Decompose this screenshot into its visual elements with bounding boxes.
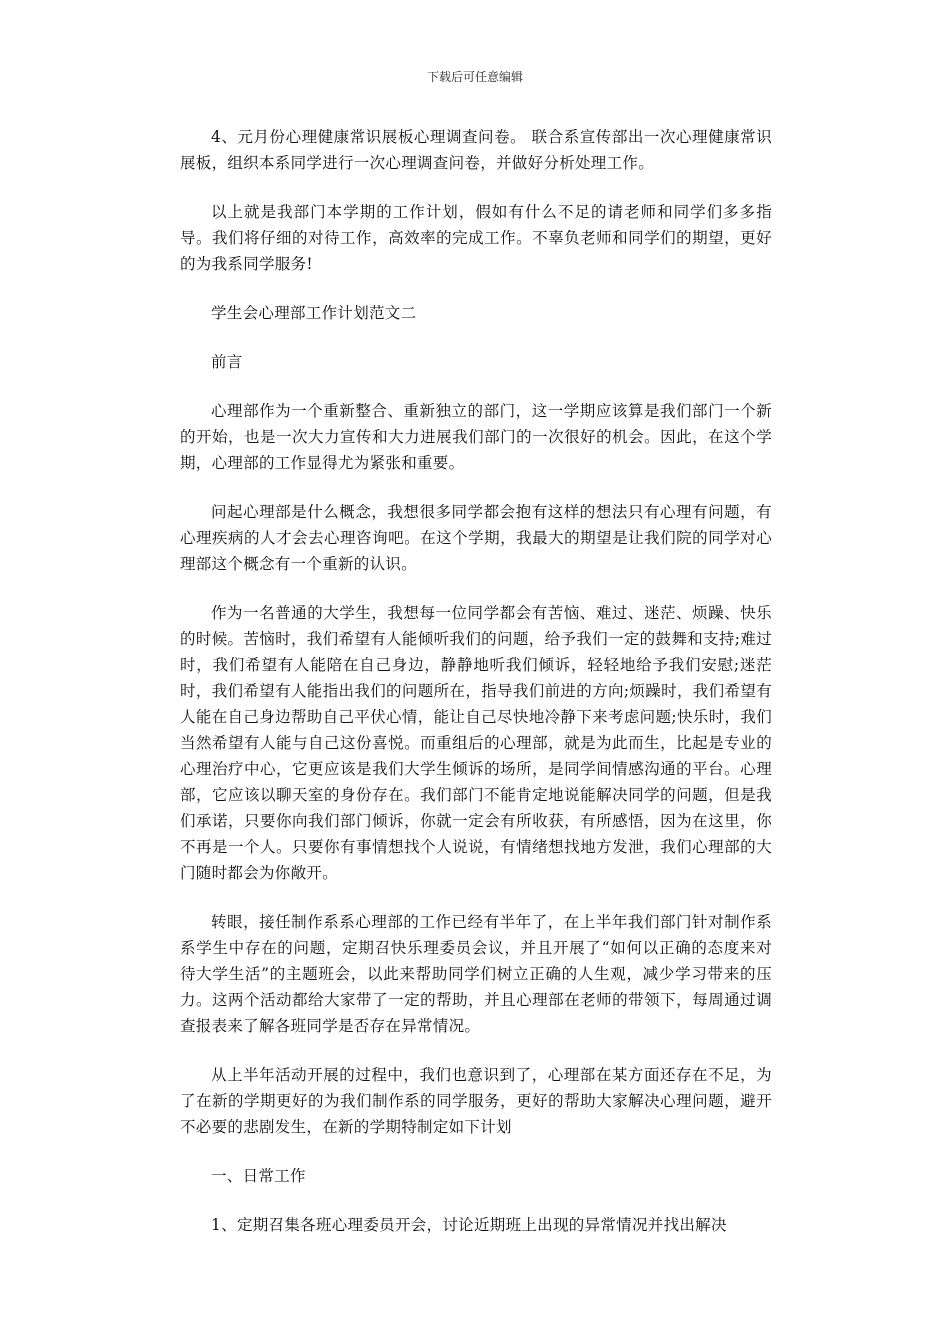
heading-daily-work: 一、日常工作 (211, 1167, 306, 1185)
paragraph-review: 转眼，接任制作系系心理部的工作已经有半年了，在上半年我们部门针对制作系系学生中存在的问题，定期召快乐理委员会议，并且开展了“如何以正确的态度来对待大学生活”的主题班会，以此来帮助同学们树立正确的人生观，减少学习带来的压力。这两个活动都给大家带了一定的帮助，并且心理部在老师的带领下，每周通过调查报表来了解各班同学是否存在异常情况。 (180, 913, 772, 1035)
paragraph-plan-intro: 从上半年活动开展的过程中，我们也意识到了，心理部在某方面还存在不足，为了在新的学期更好的为我们制作系的同学服务，更好的帮助大家解决心理问题，避开不必要的悲剧发生，在新的学期特制定如下计划 (180, 1066, 772, 1136)
paragraph-concept: 问起心理部是什么概念，我想很多同学都会抱有这样的想法只有心理有问题，有心理疾病的人才会去心理咨询吧。在这个学期，我最大的期望是让我们院的同学对心理部这个概念有一个重新的认识。 (180, 503, 772, 573)
paragraph-closing: 以上就是我部门本学期的工作计划，假如有什么不足的请老师和同学们多多指导。我们将仔细的对待工作，高效率的完成工作。不辜负老师和同学们的期望，更好的为我系同学服务! (180, 203, 772, 273)
paragraph-daily-item-1: 1、定期召集各班心理委员开会，讨论近期班上出现的异常情况并找出解决 (211, 1216, 727, 1234)
paragraph-intro: 心理部作为一个重新整合、重新独立的部门，这一学期应该算是我们部门一个新的开始，也是一次大力宣传和大力进展我们部门的一次很好的机会。因此，在这个学期，心理部的工作显得尤为紧张和重要。 (180, 402, 772, 472)
paragraph-student-feelings: 作为一名普通的大学生，我想每一位同学都会有苦恼、难过、迷茫、烦躁、快乐的时候。苦恼时，我们希望有人能倾听我们的问题，给予我们一定的鼓舞和支持;难过时，我们希望有人能陪在自己身边，静静地听我们倾诉，轻轻地给予我们安慰;迷茫时，我们希望有人能指出我们的问题所在，指导我们前进的方向;烦躁时，我们希望有人能在自己身边帮助自己平伏心情，能让自己尽快地冷静下来考虑问题;快乐时，我们当然希望有人能与自己这份喜悦。而重组后的心理部，就是为此而生，比起是专业的心理治疗中心，它更应该是我们大学生倾诉的场所，是同学间情感沟通的平台。心理部，它应该以聊天室的身份存在。我们部门不能肯定地说能解决同学的问题，但是我们承诺，只要你向我们部门倾诉，你就一定会有所收获，有所感悟，因为在这里，你不再是一个人。只要你有事情想找个人说说，有情绪想找地方发泄，我们心理部的大门随时都会为你敞开。 (180, 604, 772, 882)
paragraph-plan-item-4: 4、元月份心理健康常识展板心理调查问卷。 联合系宣传部出一次心理健康常识展板，组织本系同学进行一次心理调查问卷，并做好分析处理工作。 (180, 128, 772, 172)
page-header: 下载后可任意编辑 (426, 70, 523, 84)
document-body (180, 124, 772, 1261)
section-title: 学生会心理部工作计划范文二 (211, 304, 417, 322)
heading-preface: 前言 (211, 353, 243, 371)
